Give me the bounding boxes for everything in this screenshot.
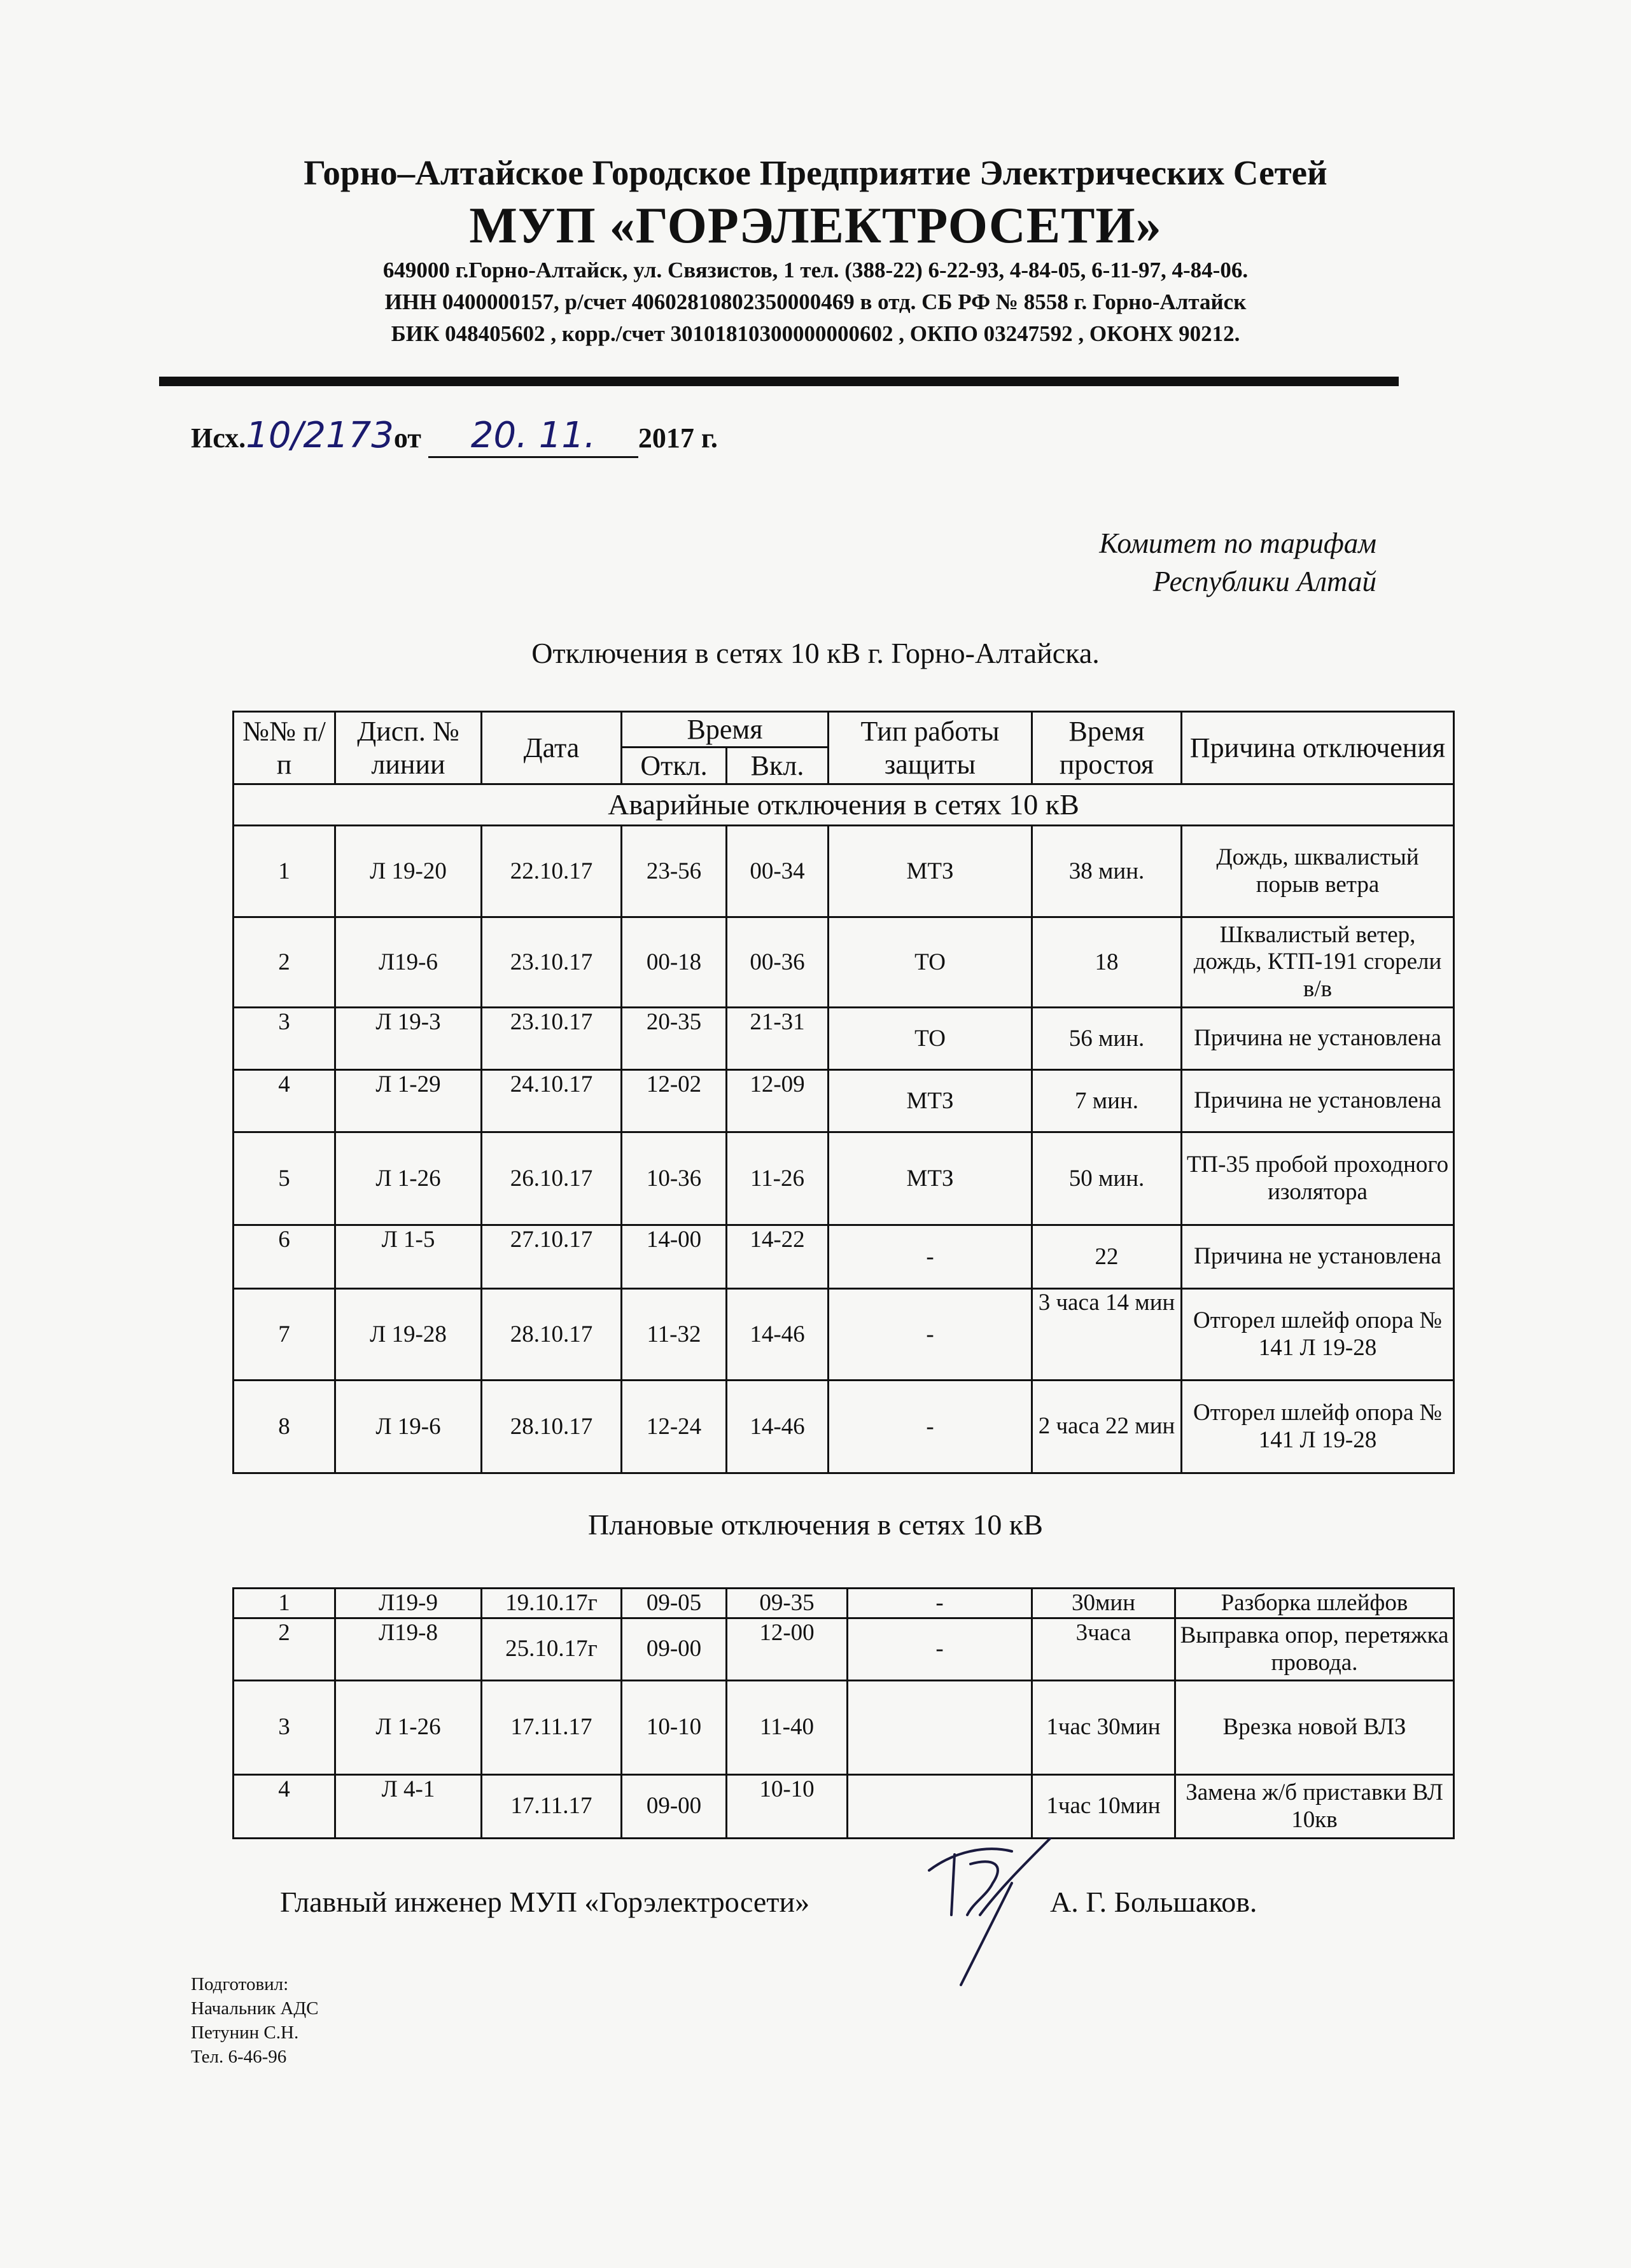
- header-protection: Тип работы защиты: [829, 712, 1032, 784]
- cell-date: 24.10.17: [482, 1070, 622, 1132]
- cell-off: 12-24: [622, 1381, 727, 1473]
- cell-protection: МТЗ: [829, 826, 1032, 917]
- table-row: [234, 1070, 1454, 1132]
- cell-downtime: 38 мин.: [1032, 826, 1182, 917]
- cell-protection: -: [829, 1225, 1032, 1289]
- cell-on: 14-46: [727, 1289, 829, 1381]
- prepared-phone: Тел. 6-46-96: [191, 2047, 287, 2067]
- cell-line: Л 19-6: [335, 1381, 482, 1473]
- signature-name: А. Г. Большаков.: [1050, 1886, 1257, 1918]
- outgoing-date: 20. 11.: [470, 415, 596, 456]
- table-row: [234, 1680, 1454, 1774]
- recipient-line-2: Республики Алтай: [1152, 566, 1376, 597]
- planned-table: [232, 1587, 1455, 1839]
- cell-on: 12-09: [727, 1070, 829, 1132]
- cell-cause: Разборка шлейфов: [1175, 1589, 1454, 1618]
- header-time-on: Вкл.: [727, 748, 829, 784]
- cell-line: Л 19-3: [335, 1008, 482, 1070]
- header-time: Время: [622, 712, 829, 748]
- cell-protection: -: [848, 1618, 1032, 1680]
- cell-on: 12-00: [727, 1618, 848, 1680]
- cell-downtime: 1час 10мин: [1032, 1774, 1175, 1838]
- cell-protection: -: [848, 1589, 1032, 1618]
- cell-date: 17.11.17: [482, 1680, 622, 1774]
- cell-cause: Шквалистый ветер, дождь, КТП-191 сгорели в/в: [1182, 917, 1454, 1008]
- cell-protection: -: [829, 1381, 1032, 1473]
- cell-cause: Отгорел шлейф опора № 141 Л 19-28: [1182, 1381, 1454, 1473]
- cell-off: 09-05: [622, 1589, 727, 1618]
- cell-cause: Врезка новой ВЛЗ: [1175, 1680, 1454, 1774]
- cell-line: Л19-9: [335, 1589, 482, 1618]
- cell-cause: Дождь, шквалистый порыв ветра: [1182, 826, 1454, 917]
- cell-num: 1: [234, 826, 335, 917]
- outgoing-date-field: [428, 415, 638, 458]
- cell-on: 14-22: [727, 1225, 829, 1289]
- outgoing-reference: [191, 415, 718, 458]
- cell-num: 6: [234, 1225, 335, 1289]
- letterhead-bank-details: ИНН 0400000157, р/счет 40602810802350000469 в отд. СБ РФ № 8558 г. Горно-Алтайск: [384, 289, 1247, 314]
- cell-cause: Замена ж/б приставки ВЛ 10кв: [1175, 1774, 1454, 1838]
- letterhead-codes: БИК 048405602 , корр./счет 30101810300000000602 , ОКПО 03247592 , ОКОНХ 90212.: [391, 321, 1240, 346]
- cell-protection: [848, 1680, 1032, 1774]
- table-row: [234, 1774, 1454, 1838]
- cell-num: 2: [234, 1618, 335, 1680]
- cell-on: 21-31: [727, 1008, 829, 1070]
- outages-table: [232, 711, 1455, 1474]
- cell-date: 28.10.17: [482, 1289, 622, 1381]
- cell-downtime: 3часа: [1032, 1618, 1175, 1680]
- cell-date: 23.10.17: [482, 1008, 622, 1070]
- letterhead-rule: [159, 377, 1399, 386]
- table-row: [234, 1008, 1454, 1070]
- cell-off: 10-10: [622, 1680, 727, 1774]
- cell-off: 12-02: [622, 1070, 727, 1132]
- signature-label: Главный инженер МУП «Горэлектросети»: [280, 1886, 810, 1918]
- letterhead-company-name: МУП «ГОРЭЛЕКТРОСЕТИ»: [469, 198, 1162, 254]
- cell-off: 14-00: [622, 1225, 727, 1289]
- cell-downtime: 30мин: [1032, 1589, 1175, 1618]
- header-line: Дисп. № линии: [335, 712, 482, 784]
- table-row: [234, 1225, 1454, 1289]
- cell-protection: МТЗ: [829, 1070, 1032, 1132]
- cell-downtime: 50 мин.: [1032, 1132, 1182, 1225]
- cell-line: Л 4-1: [335, 1774, 482, 1838]
- header-time-off: Откл.: [622, 748, 727, 784]
- prepared-position: Начальник АДС: [191, 1998, 319, 2019]
- cell-downtime: 56 мин.: [1032, 1008, 1182, 1070]
- cell-date: 26.10.17: [482, 1132, 622, 1225]
- cell-num: 3: [234, 1008, 335, 1070]
- cell-off: 09-00: [622, 1618, 727, 1680]
- cell-num: 4: [234, 1774, 335, 1838]
- table-row: [234, 1381, 1454, 1473]
- cell-line: Л 19-20: [335, 826, 482, 917]
- cell-cause: ТП-35 пробой проходного изолятора: [1182, 1132, 1454, 1225]
- cell-cause: Причина не установлена: [1182, 1225, 1454, 1289]
- cell-date: 28.10.17: [482, 1381, 622, 1473]
- cell-protection: -: [829, 1289, 1032, 1381]
- cell-on: 14-46: [727, 1381, 829, 1473]
- cell-on: 11-26: [727, 1132, 829, 1225]
- cell-num: 2: [234, 917, 335, 1008]
- cell-line: Л 1-26: [335, 1132, 482, 1225]
- cell-cause: Выправка опор, перетяжка провода.: [1175, 1618, 1454, 1680]
- cell-on: 10-10: [727, 1774, 848, 1838]
- header-downtime: Время простоя: [1032, 712, 1182, 784]
- document-title: Отключения в сетях 10 кВ г. Горно-Алтайска.: [531, 637, 1100, 669]
- cell-on: 11-40: [727, 1680, 848, 1774]
- table-row: [234, 1132, 1454, 1225]
- cell-line: Л 19-28: [335, 1289, 482, 1381]
- cell-cause: Причина не установлена: [1182, 1070, 1454, 1132]
- table-row: [234, 1618, 1454, 1680]
- cell-num: 8: [234, 1381, 335, 1473]
- planned-title: Плановые отключения в сетях 10 кВ: [588, 1508, 1043, 1541]
- cell-protection: МТЗ: [829, 1132, 1032, 1225]
- table-row: [234, 917, 1454, 1008]
- table-row: [234, 826, 1454, 917]
- cell-num: 5: [234, 1132, 335, 1225]
- prepared-person: Петунин С.Н.: [191, 2022, 299, 2043]
- cell-line: Л19-8: [335, 1618, 482, 1680]
- cell-downtime: 1час 30мин: [1032, 1680, 1175, 1774]
- cell-protection: ТО: [829, 917, 1032, 1008]
- section-emergency: Аварийные отключения в сетях 10 кВ: [234, 784, 1454, 826]
- cell-on: 00-36: [727, 917, 829, 1008]
- prepared-by: [191, 1972, 319, 2069]
- outgoing-year: 2017 г.: [638, 422, 718, 454]
- cell-downtime: 18: [1032, 917, 1182, 1008]
- cell-date: 19.10.17г: [482, 1589, 622, 1618]
- prepared-label: Подготовил:: [191, 1974, 289, 1994]
- cell-off: 09-00: [622, 1774, 727, 1838]
- cell-on: 09-35: [727, 1589, 848, 1618]
- cell-num: 4: [234, 1070, 335, 1132]
- cell-line: Л19-6: [335, 917, 482, 1008]
- outgoing-number: 10/2173: [246, 415, 394, 456]
- cell-date: 17.11.17: [482, 1774, 622, 1838]
- cell-date: 25.10.17г: [482, 1618, 622, 1680]
- cell-off: 23-56: [622, 826, 727, 917]
- outgoing-from: от: [393, 422, 421, 454]
- cell-on: 00-34: [727, 826, 829, 917]
- cell-downtime: 2 часа 22 мин: [1032, 1381, 1182, 1473]
- cell-cause: Причина не установлена: [1182, 1008, 1454, 1070]
- table-row: [234, 1589, 1454, 1618]
- cell-off: 11-32: [622, 1289, 727, 1381]
- cell-off: 20-35: [622, 1008, 727, 1070]
- cell-downtime: 7 мин.: [1032, 1070, 1182, 1132]
- header-num: №№ п/п: [234, 712, 335, 784]
- cell-num: 1: [234, 1589, 335, 1618]
- cell-off: 00-18: [622, 917, 727, 1008]
- cell-line: Л 1-5: [335, 1225, 482, 1289]
- table-row: [234, 1289, 1454, 1381]
- header-cause: Причина отключения: [1182, 712, 1454, 784]
- outgoing-prefix: Исх.: [191, 422, 246, 454]
- cell-line: Л 1-26: [335, 1680, 482, 1774]
- cell-date: 22.10.17: [482, 826, 622, 917]
- recipient-line-1: Комитет по тарифам: [1099, 527, 1376, 559]
- cell-num: 7: [234, 1289, 335, 1381]
- cell-date: 27.10.17: [482, 1225, 622, 1289]
- cell-downtime: 22: [1032, 1225, 1182, 1289]
- letterhead-organization: Горно–Алтайское Городское Предприятие Электрических Сетей: [304, 153, 1327, 192]
- cell-downtime: 3 часа 14 мин: [1032, 1289, 1182, 1381]
- cell-date: 23.10.17: [482, 917, 622, 1008]
- header-date: Дата: [482, 712, 622, 784]
- cell-line: Л 1-29: [335, 1070, 482, 1132]
- cell-num: 3: [234, 1680, 335, 1774]
- letterhead-address: 649000 г.Горно-Алтайск, ул. Связистов, 1 тел. (388-22) 6-22-93, 4-84-05, 6-11-97, 4-84-06.: [382, 258, 1249, 282]
- cell-protection: ТО: [829, 1008, 1032, 1070]
- cell-off: 10-36: [622, 1132, 727, 1225]
- cell-cause: Отгорел шлейф опора № 141 Л 19-28: [1182, 1289, 1454, 1381]
- handwritten-signature: [916, 1826, 1056, 1991]
